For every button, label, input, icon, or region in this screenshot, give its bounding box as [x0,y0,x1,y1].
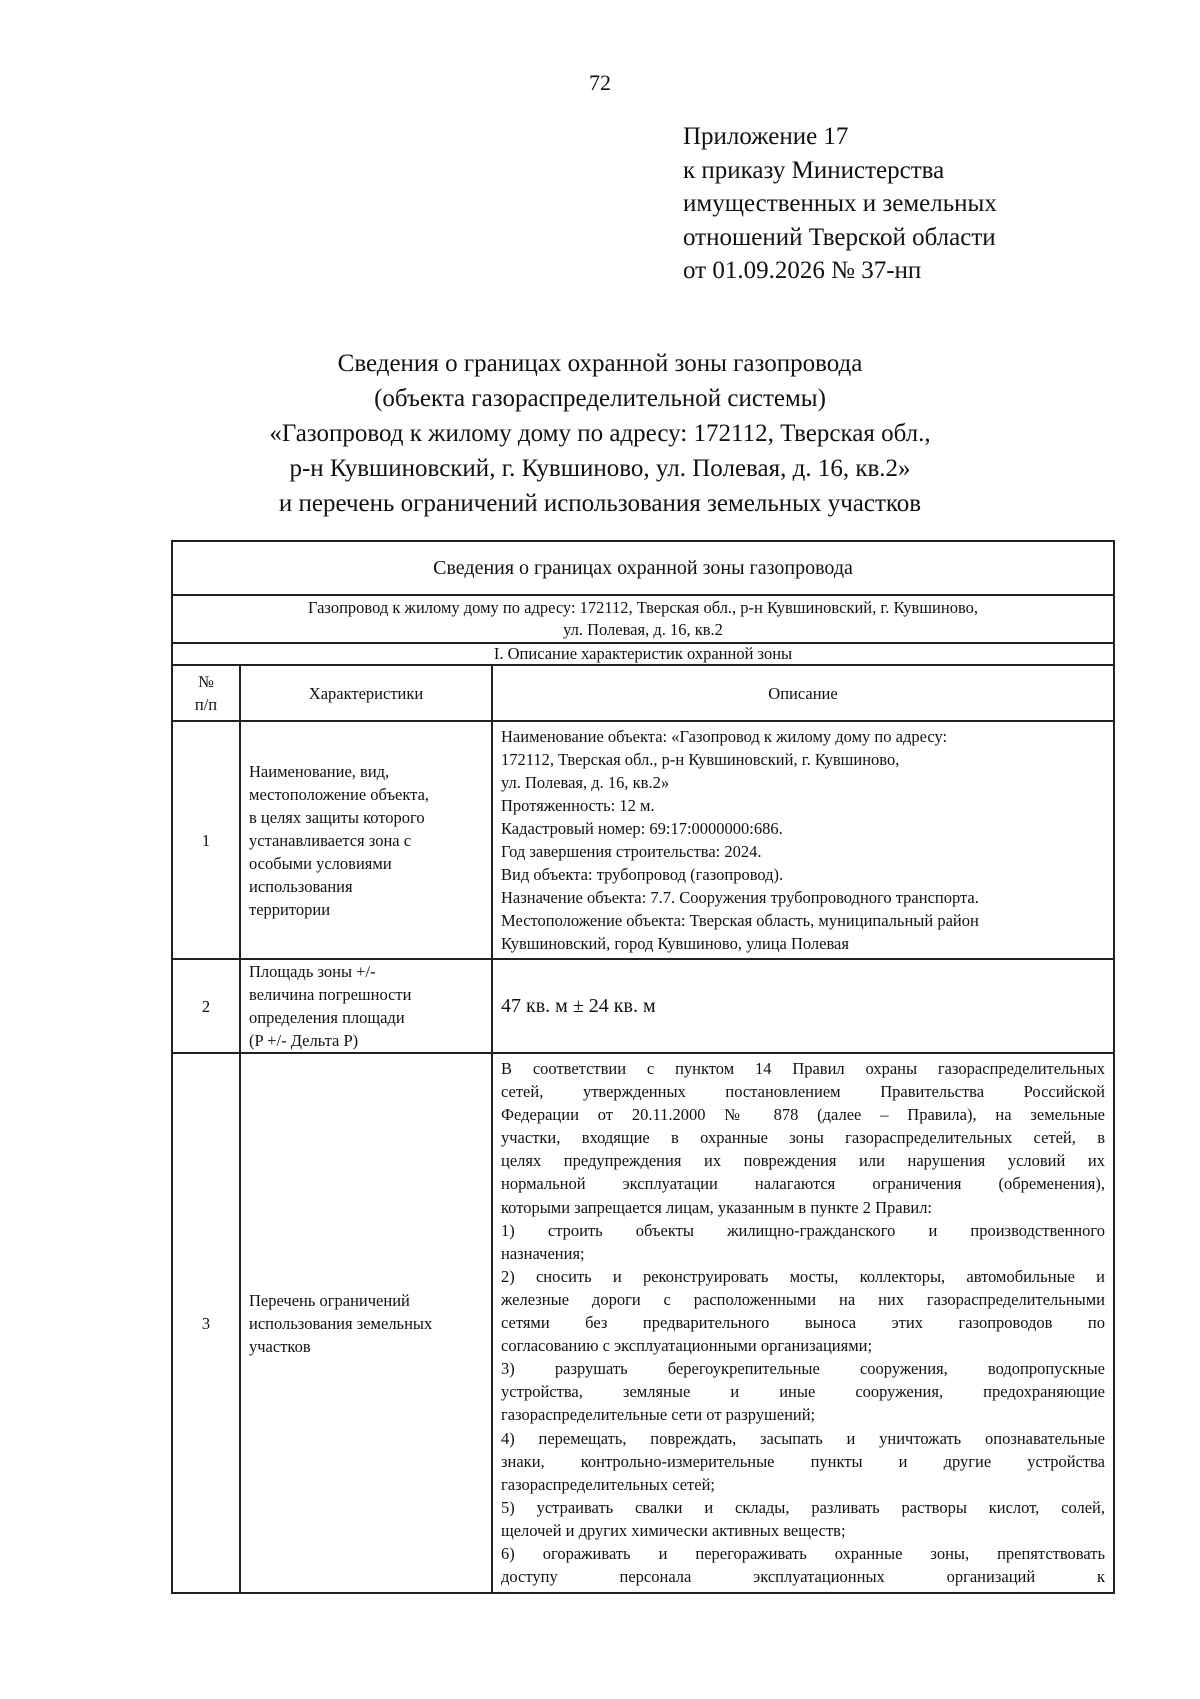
document-title [0,346,1200,521]
description-line: ул. Полевая, д. 16, кв.2» [501,773,670,792]
title-line: «Газопровод к жилому дому по адресу: 172112, Тверская обл., [269,420,931,447]
description-line: В соответствии с пунктом 14 Правил охраны газораспределительных [501,1059,1105,1078]
characteristic-line: величина погрешности [249,985,412,1004]
row-description [492,959,1114,1053]
appendix-line: от 01.09.2026 № 37-нп [683,257,922,284]
characteristic-line: Перечень ограничений [249,1290,410,1310]
zone-info-table [171,540,1115,1594]
characteristic-line: использования [249,876,353,896]
description-line: газораспределительные сети от разрушений; [501,1405,816,1425]
title-line: Сведения о границах охранной зоны газопровода [337,350,863,377]
description-line: согласованию с эксплуатационными организациями; [501,1336,873,1356]
column-header-num-line: п/п [194,695,218,714]
table-row [172,959,1114,1053]
description-line: газораспределительных сетей; [501,1474,716,1494]
row-characteristic [240,1053,492,1593]
table-row [172,721,1114,959]
description-line: Кадастровый номер: 69:17:0000000:686. [501,819,783,838]
description-line: 1) строить объекты жилищно-гражданского и производственного [501,1220,1105,1240]
column-header-num [172,665,240,721]
object-line: ул. Полевая, д. 16, кв.2 [563,620,723,639]
row-characteristic [240,959,492,1053]
table-object-header [172,595,1114,643]
description-line: нормальной эксплуатации налагаются ограничения (обременения), [501,1174,1105,1194]
description-line: доступу персонала эксплуатационных организаций к [501,1567,1105,1587]
appendix-line: к приказу Министерства [683,156,945,184]
description-line: устройства, земляные и иные сооружения, предохраняющие [501,1382,1105,1402]
appendix-block [683,120,997,288]
characteristic-line: местоположение объекта, [249,784,430,804]
description-line: щелочей и других химически активных веществ; [501,1520,846,1540]
characteristic-line: участков [249,1336,311,1356]
appendix-line: имущественных и земельных [683,190,997,217]
description-line: назначения; [501,1243,585,1263]
title-line: р-н Кувшиновский, г. Кувшиново, ул. Полевая, д. 16, кв.2» [289,455,911,482]
description-line: сетей, утвержденных постановлением Правительства Российской [501,1082,1105,1102]
description-line: участки, входящие в охранные зоны газораспределительных сетей, в [501,1128,1105,1148]
description-line: 172112, Тверская обл., р-н Кувшиновский, г. Кувшиново, [501,750,900,769]
column-header-characteristics: Характеристики [240,665,492,721]
characteristic-line: устанавливается зона с [249,830,412,850]
characteristic-line: Наименование, вид, [249,761,390,781]
description-line: 3) разрушать берегоукрепительные сооружения, водопропускные [501,1359,1105,1379]
characteristic-line: Площадь зоны +/- [249,962,376,981]
characteristic-line: территории [249,899,331,919]
description-line: Год завершения строительства: 2024. [501,842,762,861]
row-number: 2 [172,959,240,1053]
characteristic-line: особыми условиями [249,853,392,873]
description-line: Назначение объекта: 7.7. Сооружения трубопроводного транспорта. [501,888,979,907]
row-characteristic [240,721,492,959]
table-main-header: Сведения о границах охранной зоны газопровода [172,541,1114,595]
page-number: 72 [589,70,611,95]
description-line: Протяженность: 12 м. [501,796,655,815]
title-line: и перечень ограничений использования земельных участков [278,490,922,517]
row-number: 3 [172,1053,240,1593]
title-line: (объекта газораспределительной системы) [374,385,826,412]
appendix-line: Приложение 17 [683,123,849,150]
description-line: 6) огораживать и перегораживать охранные зоны, препятствовать [501,1543,1105,1563]
description-line: железные дороги с расположенными на них газораспределительными [501,1289,1105,1309]
table-section-header: I. Описание характеристик охранной зоны [172,643,1114,665]
row-description [492,721,1114,959]
table-column-headers [172,665,1114,721]
row-number: 1 [172,721,240,959]
characteristic-line: (P +/- Дельта P) [249,1031,359,1050]
characteristic-line: определения площади [249,1008,405,1027]
description-line: которыми запрещается лицам, указанным в пункте 2 Правил: [501,1197,933,1217]
description-line: знаки, контрольно-измерительные пункты и другие устройства [501,1451,1105,1471]
description-line: Наименование объекта: «Газопровод к жилому дому по адресу: [501,727,948,746]
description-line: 5) устраивать свалки и склады, разливать растворы кислот, солей, [501,1497,1105,1517]
description-line: Федерации от 20.11.2000 № 878 (далее – Правила), на земельные [501,1105,1105,1125]
appendix-line: отношений Тверской области [683,223,996,251]
column-header-description: Описание [492,665,1114,721]
description-line: Кувшиновский, город Кувшиново, улица Полевая [501,934,849,953]
object-line: Газопровод к жилому дому по адресу: 172112, Тверская обл., р-н Кувшиновский, г. Кувшиново, [307,598,978,617]
description-line: 4) перемещать, повреждать, засыпать и уничтожать опознавательные [501,1428,1105,1448]
table-row [172,1053,1114,1593]
description-line: 2) сносить и реконструировать мосты, коллекторы, автомобильные и [501,1266,1105,1286]
description-line: целях предупреждения их повреждения или нарушения условий их [501,1151,1105,1171]
row-description [492,1053,1114,1593]
area-value: 47 кв. м ± 24 кв. м [501,994,656,1017]
column-header-num-line: № [198,672,214,691]
description-line: сетями без предварительного выноса этих газопроводов по [501,1313,1105,1333]
characteristic-line: в целях защиты которого [249,807,425,827]
description-line: Вид объекта: трубопровод (газопровод). [501,865,784,884]
characteristic-line: использования земельных [249,1313,433,1333]
description-line: Местоположение объекта: Тверская область, муниципальный район [501,911,979,930]
